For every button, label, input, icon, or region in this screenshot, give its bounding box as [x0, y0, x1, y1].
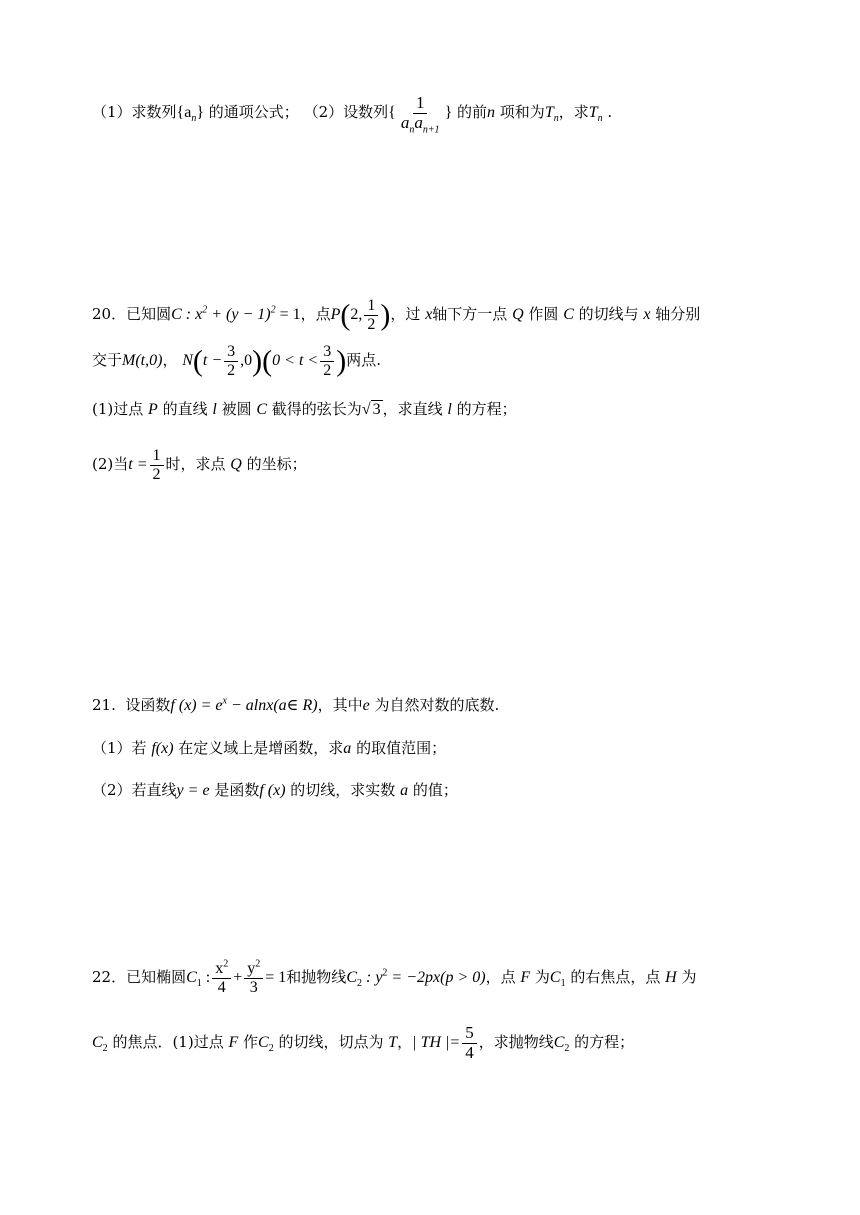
seq-a: $\{a_n\}$: [176, 103, 205, 125]
q20-line2: 交于M(t,0)， N(t − $\frac{3}{2}$ ,0)(0 < t < $\frac{3}{2}$ )两点.: [92, 343, 381, 379]
question-number: 21.: [92, 696, 116, 714]
q20-part2: (2)当t = $\frac{1}{2}$ 时，求点 Q 的坐标；: [92, 447, 307, 483]
q21-part1: （1）若 f(x) 在定义域上是增函数，求a 的取值范围；: [92, 739, 447, 757]
th-length: | TH |= $\frac{5}{4}$: [412, 1034, 479, 1051]
circle-equation: C : $x^2 + (y - 1)^2 = 1$: [171, 304, 301, 323]
q21-line1: 21. 设函数f $(x) = e^x$ − alnx(a∈ R)，其中e 为自然对数的底数.: [92, 695, 500, 714]
q20-part1: (1)过点 P 的直线 l 被圆 C 截得的弦长为√ 3 ，求直线 l 的方程；: [92, 398, 517, 421]
point-m: M(t,0): [122, 351, 163, 369]
point-p: P(2, $\frac{1}{2}$ ): [330, 297, 391, 333]
sqrt-3: √ 3: [361, 401, 381, 418]
q19-line: （1）求数列$\{a_n\}$ 的通项公式； （2）设数列{ $\frac{1}{a_na_{n+1}}$ } 的前n 项和为$T_n$，求$T_n$ .: [92, 93, 613, 136]
q22-line1: 22．已知椭圆$C_1$ : $\frac{x^2}{4}$ + $\frac{y^2}{3}$ = 1和抛物线$C_2$ : $y^2 = -2px(p > 0)$，点 F 为$C_1$ 的右焦点，点 H 为: [92, 958, 697, 996]
q21-part2: （2）若直线y = e 是函数f (x) 的切线，求实数 a 的值；: [92, 781, 458, 799]
q19-part1-prefix: （1）求数列: [92, 102, 177, 121]
function-definition: f $(x) = e^x$ − alnx(a∈ R): [170, 695, 318, 714]
q20-line1: 20．已知圆C : $x^2 + (y - 1)^2 = 1$，点P(2, $\frac{1}{2}$ )，过 x轴下方一点 Q 作圆 C 的切线与 x 轴分别: [92, 297, 701, 333]
q22-line2: $C_2$ 的焦点．(1)过点 F 作$C_2$ 的切线，切点为 T，| TH |= $\frac{5}{4}$ ，求抛物线$C_2$ 的方程；: [92, 1023, 635, 1062]
ellipse-equation: $C_1$ : $\frac{x^2}{4}$ + $\frac{y^2}{3}$ = 1: [186, 958, 287, 996]
question-number: 20．: [92, 304, 127, 323]
parabola-equation: $C_2$ : $y^2 = -2px(p > 0)$: [346, 967, 486, 989]
point-n: N(t − $\frac{3}{2}$ ,0)(0 < t < $\frac{3}{2}$ ): [182, 343, 347, 379]
question-number: 22．: [92, 967, 127, 986]
reciprocal-fraction: { $\frac{1}{a_na_{n+1}}$ }: [388, 93, 453, 136]
